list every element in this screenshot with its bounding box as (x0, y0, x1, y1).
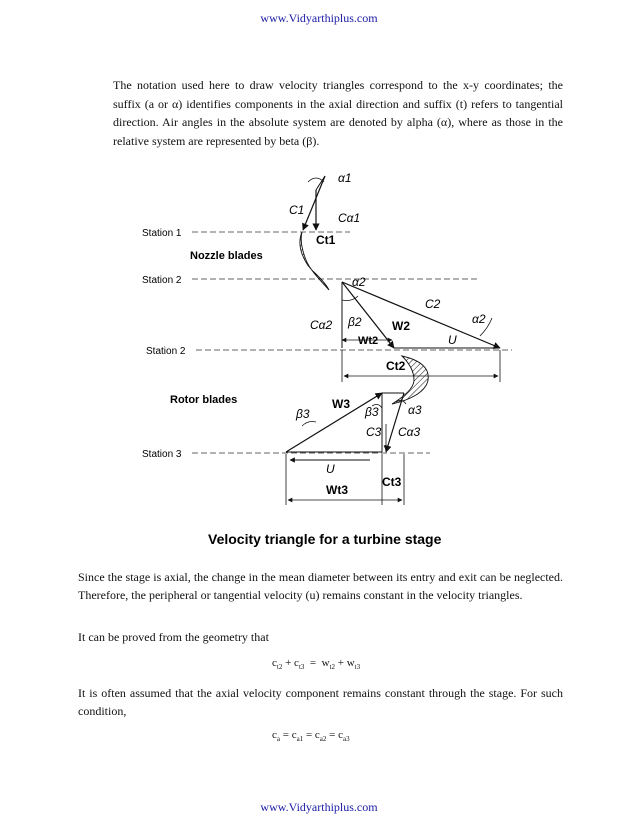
svg-text:Ct3: Ct3 (382, 475, 402, 489)
velocity-triangle-diagram (120, 160, 520, 560)
svg-text:α3: α3 (408, 403, 422, 417)
station-label-1: Station 1 (142, 228, 182, 239)
equation-axial: $c_a = c_{a1} = c_{a2} = c_{a3}$ (272, 729, 350, 744)
svg-text:β3: β3 (365, 405, 379, 419)
paragraph-axial-stage: Since the stage is axial, the change in the mean diameter between its entry and exit can be neglected. Therefore, the peripheral or tangential velocity (u) remains constant in the velocity triangles. (78, 570, 563, 602)
svg-text:β3: β3 (296, 407, 310, 421)
nozzle-blades-label: Nozzle blades (190, 250, 263, 262)
paragraph-axial-velocity: It is often assumed that the axial velocity component remains constant through the stage. For such condition, (78, 686, 563, 718)
footer-url[interactable]: www.Vidyarthiplus.com (260, 800, 378, 814)
svg-text:Wt2: Wt2 (358, 335, 379, 347)
station-label-2: Station 2 (142, 275, 182, 286)
paragraph-geometry: It can be proved from the geometry that (78, 630, 269, 644)
figure-caption: Velocity triangle for a turbine stage (208, 531, 442, 547)
svg-text:U: U (326, 462, 335, 476)
svg-text:Wt3: Wt3 (326, 483, 348, 497)
svg-text:α2: α2 (352, 275, 366, 289)
header-url[interactable]: www.Vidyarthiplus.com (260, 11, 378, 25)
equation-tangential: $c_{t2} + c_{t3} = w_{t2} + w_{t3}$ (272, 657, 361, 672)
svg-text:W2: W2 (392, 319, 410, 333)
svg-text:Cα3: Cα3 (398, 425, 421, 439)
station-label-3: Station 2 (146, 346, 186, 357)
rotor-blades-label: Rotor blades (170, 394, 238, 406)
svg-text:β2: β2 (348, 315, 362, 329)
svg-text:U: U (448, 333, 457, 347)
station-label-4: Station 3 (142, 449, 182, 460)
svg-text:α2: α2 (472, 312, 486, 326)
svg-text:C2: C2 (425, 297, 441, 311)
svg-text:α1: α1 (338, 171, 352, 185)
intro-paragraph: The notation used here to draw velocity triangles correspond to the x-y coordinates; the suffix (a or α) identifies components in the axial direction and suffix (t) refers to tangential direction. Air angles in the absolute system are denoted by alpha (α), where as those in the relative system are represented by beta (β). (113, 78, 563, 148)
svg-text:Cα1: Cα1 (338, 211, 361, 225)
svg-text:Cα2: Cα2 (310, 318, 333, 332)
svg-text:C1: C1 (289, 203, 305, 217)
svg-text:Ct2: Ct2 (386, 359, 406, 373)
svg-text:Ct1: Ct1 (316, 233, 336, 247)
svg-text:W3: W3 (332, 397, 350, 411)
svg-text:C3: C3 (366, 425, 382, 439)
